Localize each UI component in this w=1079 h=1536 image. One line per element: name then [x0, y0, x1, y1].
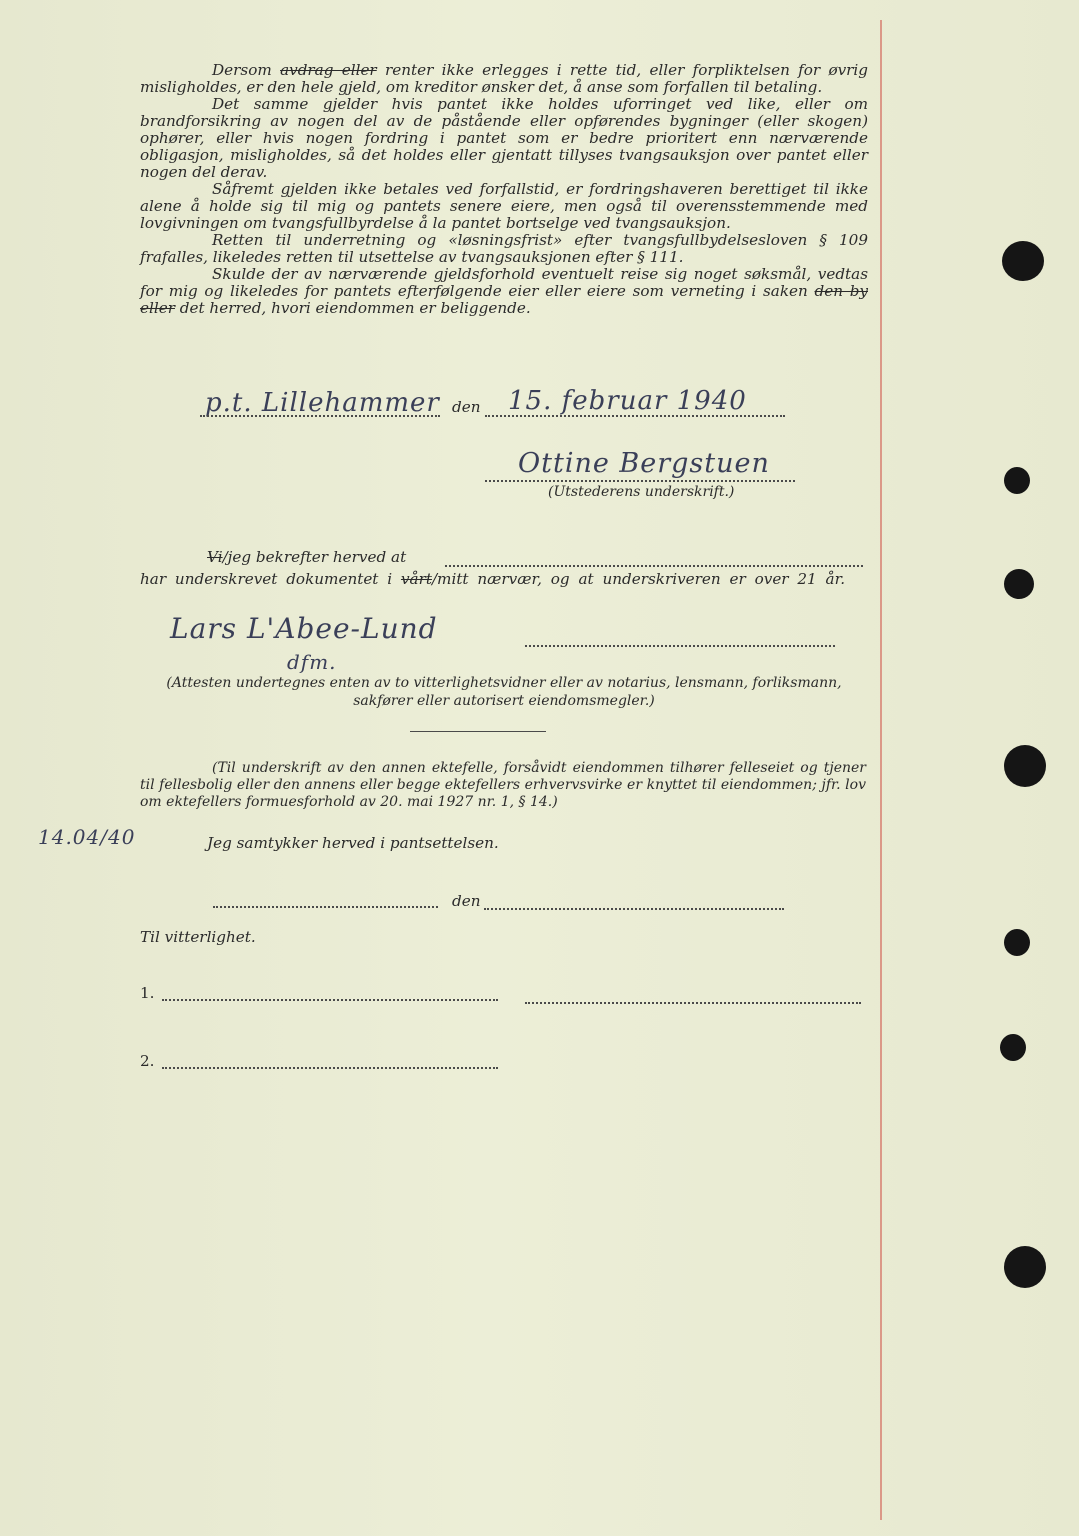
den-label: den [452, 398, 481, 416]
second-date-line [484, 908, 784, 910]
attest-note: (Attesten undertegnes enten av to vitterlighetsvidner eller av notarius, lensmann, forliksmann, sakfører eller autorisert eiendomsmegler.) [166, 675, 842, 709]
confirmation-dotted-line [445, 565, 863, 567]
witness-1-line-left [162, 999, 498, 1001]
section-divider [410, 731, 546, 732]
date-handwritten: 15. februar 1940 [508, 386, 747, 416]
witness-number-2: 2. [140, 1052, 155, 1070]
punch-hole [1000, 1034, 1026, 1061]
confirmation-line-1 [207, 548, 406, 566]
place-handwritten: p.t. Lillehammer [205, 388, 440, 418]
punch-hole [1004, 1246, 1046, 1288]
struck-text: avdrag eller [280, 61, 377, 79]
issuer-signature: Ottine Bergstuen [518, 448, 770, 479]
struck-text: Vi [207, 548, 223, 566]
struck-text: den by eller [140, 282, 868, 317]
terms-paragraph: Retten til underretning og «løsningsfrist» efter tvangsfullbydelsesloven § 109 frafalles, likeledes retten til utsettelse av tvangsauksjonen efter § 111. [140, 231, 868, 266]
date-dotted-line [485, 415, 785, 417]
issuer-signature-line [485, 480, 795, 482]
punch-hole [1004, 745, 1046, 787]
terms-paragraph: Såfremt gjelden ikke betales ved forfallstid, er fordringshaveren berettiget til ikke alene å holde sig til mig og pantets senere eiere, men også til overensstemmende med lovgivningen om tvangsfullbyrdelse å la pantet bortselge ved tvangsauksjon. [140, 180, 868, 232]
punch-hole [1004, 569, 1034, 599]
paragraph-text: renter ikke erlegges i rette tid, eller forpliktelsen for øvrig misligholdes, er den hele gjeld, om kreditor ønsker det, å anse som forfallen til betaling. [140, 61, 869, 96]
terms-text [140, 62, 868, 317]
consent-text: Jeg samtykker herved i pantsettelsen. [207, 834, 499, 852]
punch-hole [1002, 241, 1044, 281]
terms-paragraph [140, 266, 868, 317]
red-margin-line [880, 20, 882, 1520]
confirmation-text: /jeg bekrefter herved at [222, 548, 407, 566]
til-vitterlighet: Til vitterlighet. [140, 928, 256, 946]
issuer-caption: (Utstederens underskrift.) [548, 484, 735, 500]
terms-paragraph: Det samme gjelder hvis pantet ikke holdes uforringet ved like, eller om brandforsikring av nogen del av de påstående eller opførendes bygninger (eller skogen) ophører, eller hvis nogen fordring i pantet som er bedre prioritert enn nærværende obligasjon, misligholdes, så det holdes eller gjentatt tillyses tvangsauksjon over pantet eller nogen del derav. [140, 95, 868, 181]
spouse-note: (Til underskrift av den annen ektefelle, forsåvidt eiendommen tilhører felleseiet og tjener til fellesbolig eller den annens eller begge ektefellers erhvervsvirke er knyttet til eiendommen; jfr. lov om ektefellers formuesforhold av 20. mai 1927 nr. 1, § 14.) [140, 760, 866, 810]
witness-signature: Lars L'Abee-Lund [170, 612, 438, 645]
place-dotted-line [200, 415, 440, 417]
paragraph-text: det herred, hvori eiendommen er beliggende. [174, 299, 531, 317]
paragraph-text: Dersom [212, 61, 281, 79]
second-den-label: den [452, 892, 481, 910]
confirmation-line-2 [140, 570, 868, 588]
margin-note: 14.04/40 [38, 825, 136, 849]
witness-signature-line [525, 645, 835, 647]
witness-number-1: 1. [140, 984, 155, 1002]
punch-hole [1004, 467, 1030, 494]
confirmation-text: har underskrevet dokumentet i [140, 570, 401, 588]
punch-hole [1004, 929, 1030, 956]
witness-2-line-left [162, 1067, 498, 1069]
second-place-line [213, 906, 438, 908]
paragraph-text: Skulde der av nærværende gjeldsforhold eventuelt reise sig noget søksmål, vedtas for mig og likeledes for pantets efterfølgende eier eller eiere som verneting i saken [140, 265, 868, 300]
struck-text: vårt [400, 570, 432, 588]
witness-1-line-right [525, 1002, 861, 1004]
witness-title: dfm. [287, 650, 337, 674]
confirmation-text: /mitt nærvær, og at underskriveren er over 21 år. [431, 570, 846, 588]
terms-paragraph [140, 62, 868, 96]
